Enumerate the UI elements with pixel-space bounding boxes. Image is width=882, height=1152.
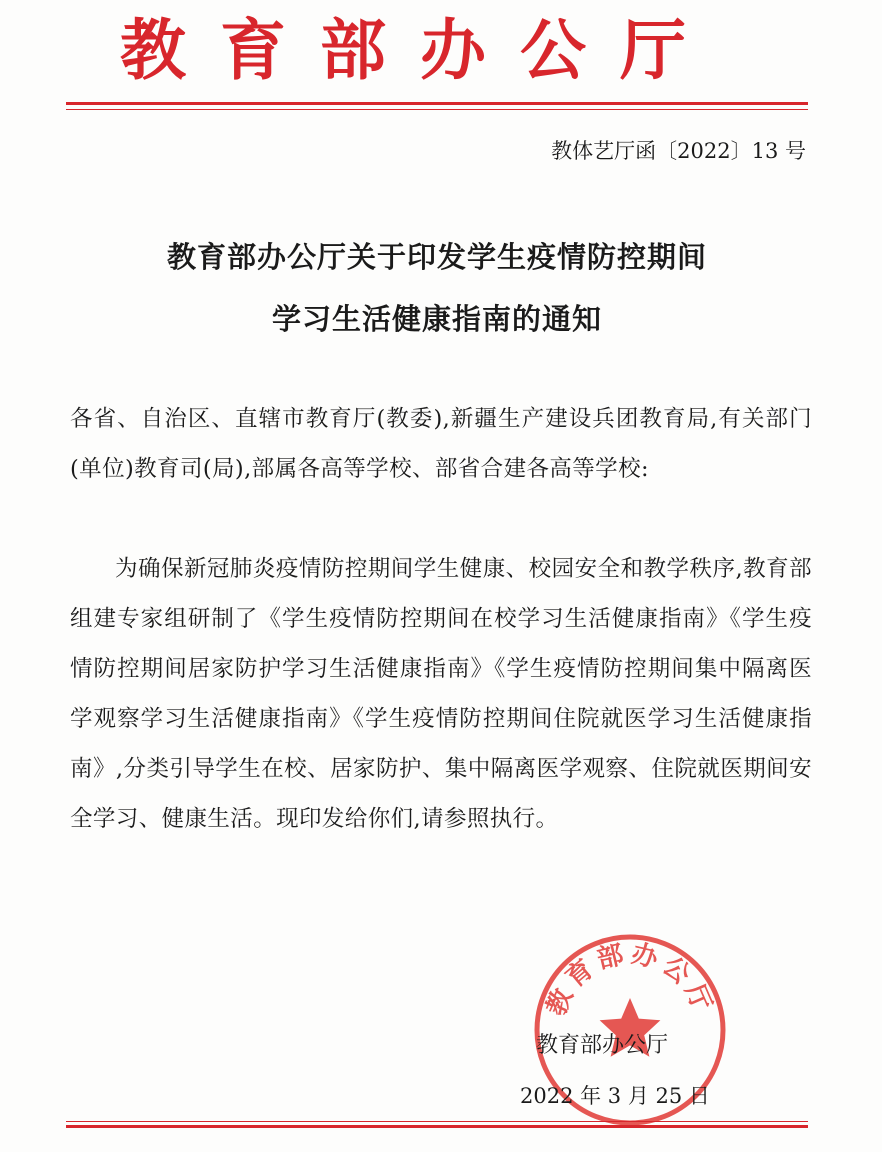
letterhead-org-name: 教育部办公厅 [120, 11, 720, 89]
letterhead-rule-thick [66, 102, 808, 105]
document-title-line1: 教育部办公厅关于印发学生疫情防控期间 [166, 240, 707, 274]
signature-date: 2022 年 3 月 25 日 [520, 1084, 710, 1108]
document-title-line2: 学习生活健康指南的通知 [271, 302, 602, 336]
footer-rule-thick [66, 1125, 808, 1128]
letterhead-rule-thin [66, 109, 808, 110]
signature-org: 教育部办公厅 [536, 1033, 669, 1058]
footer-rule-thin [66, 1121, 808, 1122]
addressee-paragraph: 各省、自治区、直辖市教育厅(教委),新疆生产建设兵团教育局,有关部门(单位)教育司(局),部属各高等学校、部省合建各高等学校: [70, 406, 812, 482]
document-number: 教体艺厅函〔2022〕13 号 [551, 139, 806, 163]
seal-text: 教育部办公厅 [541, 938, 719, 1021]
document-title [66, 226, 808, 350]
body-paragraph: 为确保新冠肺炎疫情防控期间学生健康、校园安全和教学秩序,教育部组建专家组研制了《学生疫情防控期间在校学习生活健康指南》《学生疫情防控期间居家防护学习生活健康指南》《学生疫情防控期间集中隔离医学观察学习生活健康指南》《学生疫情防控期间住院就医学习生活健康指南》,分类引导学生在校、居家防护、集中隔离医学观察、住院就医期间安全学习、健康生活。现印发给你们,请参照执行。 [70, 556, 812, 832]
